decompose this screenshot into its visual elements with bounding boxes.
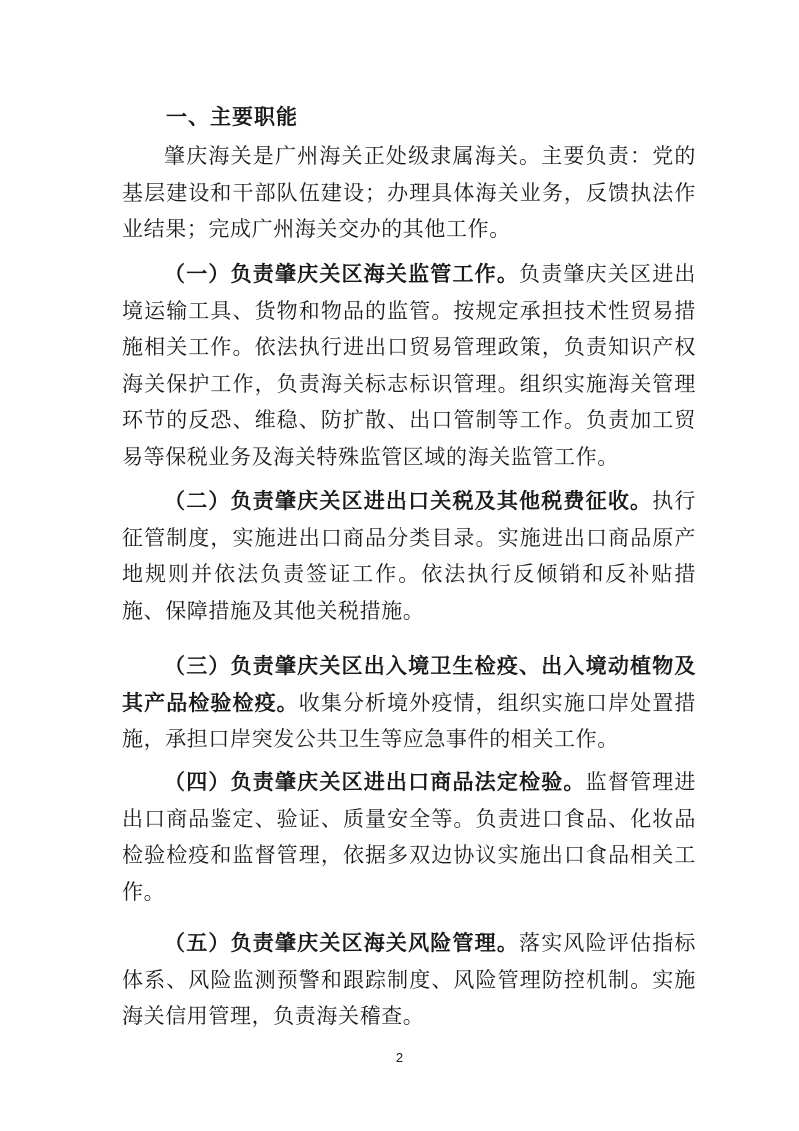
duty-title-4: （四）负责肇庆关区进出口商品法定检验。 xyxy=(164,770,586,794)
intro-paragraph: 肇庆海关是广州海关正处级隶属海关。主要负责：党的基层建设和干部队伍建设；办理具体海关业务，反馈执法作业结果；完成广州海关交办的其他工作。 xyxy=(122,144,696,241)
section-heading: 一、主要职能 xyxy=(166,105,298,129)
duty-title-3: （三）负责肇庆关区出入境卫生检疫、出入境动植物及其产品检验检疫。 xyxy=(122,654,696,715)
duty-title-5: （五）负责肇庆关区海关风险管理。 xyxy=(164,931,520,955)
duty-paragraph-2 xyxy=(122,483,696,629)
duty-body-3: 收集分析境外疫情，组织实施口岸处置措施，承担口岸突发公共卫生等应急事件的相关工作。 xyxy=(122,690,696,751)
duty-body-4: 监督管理进出口商品鉴定、验证、质量安全等。负责进口食品、化妆品检验检疫和监督管理，依据多双边协议实施出口食品相关工作。 xyxy=(122,770,697,904)
duty-paragraph-1 xyxy=(122,256,696,475)
duty-body-1: 负责肇庆关区进出境运输工具、货物和物品的监管。按规定承担技术性贸易措施相关工作。依法执行进出口贸易管理政策，负责知识产权海关保护工作，负责海关标志标识管理。组织实施海关管理环节的反恐、维稳、防扩散、出口管制等工作。负责加工贸易等保税业务及海关特殊监管区域的海关监管工作。 xyxy=(122,262,696,469)
duty-body-5: 落实风险评估指标体系、风险监测预警和跟踪制度、风险管理防控机制。实施海关信用管理，负责海关稽查。 xyxy=(122,931,696,1028)
duty-body-2: 执行征管制度，实施进出口商品分类目录。实施进出口商品原产地规则并依法负责签证工作。依法执行反倾销和反补贴措施、保障措施及其他关税措施。 xyxy=(122,489,696,623)
duty-paragraph-5 xyxy=(122,925,696,1035)
duty-paragraph-4 xyxy=(122,764,696,910)
page-number: 2 xyxy=(395,1050,404,1065)
duty-title-1: （一）负责肇庆关区海关监管工作。 xyxy=(164,262,520,286)
duty-paragraph-3 xyxy=(122,648,696,758)
duty-title-2: （二）负责肇庆关区进出口关税及其他税费征收。 xyxy=(164,489,653,513)
